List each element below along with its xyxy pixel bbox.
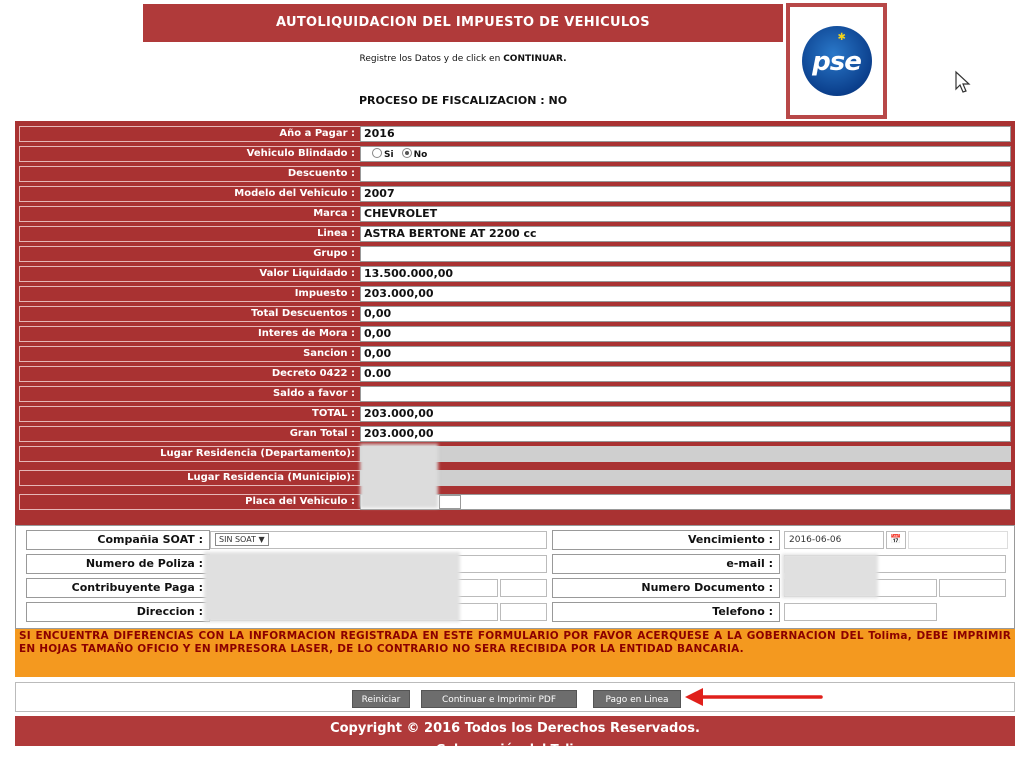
form-row [15, 124, 1015, 144]
form-row [15, 244, 1015, 264]
form-row-value[interactable] [360, 386, 1011, 402]
chevron-down-icon: ▼ [258, 535, 265, 544]
warning-banner: SI ENCUENTRA DIFERENCIAS CON LA INFORMACION REGISTRADA EN ESTE FORMULARIO POR FAVOR ACERQUESE A LA GOBERNACION DEL Tolima, DEBE IMPRIMIR EN HOJAS TAMAÑO OFICIO Y EN IMPRESORA LASER, DE LO CONTRARIO NO SERA RECIBIDA POR LA ENTIDAD BANCARIA. [15, 629, 1015, 677]
form-row-label: Vehiculo Blindado : [19, 146, 362, 162]
expiry-extra [908, 531, 1008, 549]
department-label: Lugar Residencia (Departamento): [19, 446, 362, 462]
form-row-value[interactable]: 203.000,00 [360, 286, 1011, 302]
form-row-value[interactable]: 0.00 [360, 366, 1011, 382]
form-row [15, 304, 1015, 324]
municipality-label: Lugar Residencia (Municipio): [19, 470, 362, 486]
address-extra-input[interactable] [500, 603, 547, 621]
pse-logo-text: pse [812, 47, 861, 77]
form-row-value[interactable]: 203.000,00 [360, 406, 1011, 422]
armored-no-radio[interactable] [402, 148, 412, 158]
plate-input[interactable] [439, 495, 461, 509]
form-row [15, 324, 1015, 344]
footer [15, 716, 1015, 756]
form-row [15, 184, 1015, 204]
print-pdf-button[interactable]: Continuar e Imprimir PDF [421, 690, 577, 708]
pse-logo-icon [802, 26, 872, 96]
policy-number-label: Numero de Poliza : [26, 554, 210, 574]
pay-online-button[interactable]: Pago en Linea [593, 690, 681, 708]
soat-section [15, 525, 1015, 629]
reset-button[interactable]: Reiniciar [352, 690, 410, 708]
pse-logo [786, 3, 887, 119]
form-row-department [15, 444, 1015, 464]
copyright-text: Copyright © 2016 Todos los Derechos Reservados. [330, 721, 700, 736]
form-row-label: Marca : [19, 206, 362, 222]
soat-company-label: Compañia SOAT : [26, 530, 210, 550]
page-title: AUTOLIQUIDACION DEL IMPUESTO DE VEHICULOS [143, 4, 783, 42]
calendar-icon[interactable]: 📅 [886, 531, 906, 549]
address-label: Direccion : [26, 602, 210, 622]
form-row [15, 284, 1015, 304]
form-row-label: Linea : [19, 226, 362, 242]
form-row-label: Impuesto : [19, 286, 362, 302]
form-row-label: Valor Liquidado : [19, 266, 362, 282]
form-row-value[interactable] [360, 246, 1011, 262]
document-number-label: Numero Documento : [552, 578, 780, 598]
form-row-label: Sancion : [19, 346, 362, 362]
form-row-label: Decreto 0422 : [19, 366, 362, 382]
form-row-label: Gran Total : [19, 426, 362, 442]
form-row [15, 204, 1015, 224]
form-row-value[interactable] [360, 166, 1011, 182]
form-row-label: Total Descuentos : [19, 306, 362, 322]
form-row-municipality [15, 468, 1015, 488]
form-row [15, 424, 1015, 444]
form-row-label: TOTAL : [19, 406, 362, 422]
action-buttons-bar [15, 682, 1015, 712]
form-row-label: Saldo a favor : [19, 386, 362, 402]
plate-field[interactable] [360, 494, 1011, 510]
form-row-label: Modelo del Vehiculo : [19, 186, 362, 202]
form-row [15, 404, 1015, 424]
form-row-label: Grupo : [19, 246, 362, 262]
armored-no-label: No [413, 150, 428, 160]
instruction-prefix: Registre los Datos y de click en [359, 54, 501, 64]
form-row [15, 344, 1015, 364]
form-row-label: Año a Pagar : [19, 126, 362, 142]
redacted-personal-data [204, 552, 460, 622]
armored-radio-group[interactable] [360, 146, 1011, 162]
form-row-value[interactable]: 2016 [360, 126, 1011, 142]
instruction-action: CONTINUAR. [503, 54, 567, 64]
armored-yes-radio[interactable] [372, 148, 382, 158]
red-arrow-icon [683, 687, 825, 707]
soat-company-select[interactable] [210, 531, 547, 549]
star-icon: ✱ [837, 32, 846, 43]
form-row [15, 224, 1015, 244]
fiscal-process-status: PROCESO DE FISCALIZACION : NO [358, 94, 568, 107]
document-extra-input[interactable] [939, 579, 1006, 597]
soat-company-text: SIN SOAT [219, 535, 256, 544]
form-row-label: Interes de Mora : [19, 326, 362, 342]
footer-line2: Gobernación del Tolima [435, 742, 595, 756]
plate-label: Placa del Vehiculo : [19, 494, 362, 510]
phone-label: Telefono : [552, 602, 780, 622]
expiry-label: Vencimiento : [552, 530, 780, 550]
form-row [15, 384, 1015, 404]
soat-company-value[interactable] [215, 533, 269, 546]
form-row [15, 164, 1015, 184]
form-row-value[interactable]: 203.000,00 [360, 426, 1011, 442]
taxpayer-label: Contribuyente Paga : [26, 578, 210, 598]
form-row [15, 364, 1015, 384]
instruction-text [143, 54, 783, 64]
armored-yes-label: Si [384, 150, 394, 160]
form-row-value[interactable]: ASTRA BERTONE AT 2200 cc [360, 226, 1011, 242]
email-label: e-mail : [552, 554, 780, 574]
form-row [15, 144, 1015, 164]
form-row-value[interactable]: CHEVROLET [360, 206, 1011, 222]
form-row [15, 264, 1015, 284]
municipality-field[interactable] [360, 470, 1011, 486]
expiry-input[interactable]: 2016-06-06 [784, 531, 884, 549]
mouse-cursor-icon [954, 70, 972, 94]
redacted-contact-data [782, 554, 878, 598]
redacted-location-data [360, 444, 438, 508]
form-row-value[interactable]: 0,00 [360, 306, 1011, 322]
form-row-value[interactable]: 0,00 [360, 326, 1011, 342]
tax-form [15, 121, 1015, 525]
form-row-plate [15, 492, 1015, 512]
department-field[interactable] [360, 446, 1011, 462]
taxpayer-extra-input[interactable] [500, 579, 547, 597]
form-row-value[interactable]: 13.500.000,00 [360, 266, 1011, 282]
phone-input[interactable] [784, 603, 937, 621]
form-row-value[interactable]: 0,00 [360, 346, 1011, 362]
form-row-value[interactable]: 2007 [360, 186, 1011, 202]
form-row-label: Descuento : [19, 166, 362, 182]
